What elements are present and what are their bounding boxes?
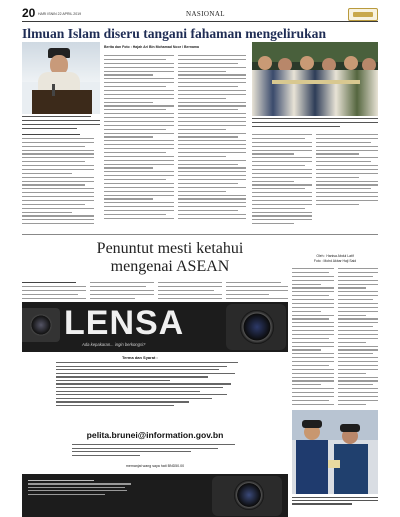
- header-rule: [22, 21, 378, 22]
- audience-photo: [252, 42, 378, 116]
- speaker-photo-caption: [22, 116, 100, 132]
- article2-body-col3: [158, 282, 222, 301]
- lensa-banner: [22, 302, 288, 352]
- section-divider: [22, 234, 378, 235]
- article2-body-col2: [90, 282, 154, 301]
- article2-body-col4: [226, 282, 288, 301]
- article1-headline: Ilmuan Islam diseru tangani fahaman mengelirukan: [22, 26, 327, 41]
- article1-body-col5: [316, 134, 378, 232]
- page-header: [0, 0, 400, 22]
- terms-list: [56, 362, 246, 409]
- article2-body-col5: [292, 268, 334, 408]
- students-photo-caption: [292, 497, 378, 507]
- article2-body-col1: [22, 282, 86, 301]
- camera-image-bottom: [212, 476, 282, 516]
- terms-list-2: [72, 444, 242, 458]
- section-title: NASIONAL: [186, 10, 225, 18]
- speaker-photo: [22, 42, 100, 114]
- article2-byline-2: Foto : Mohd Akbar Haji Said: [313, 259, 357, 263]
- lensa-title: LENSA: [64, 304, 185, 342]
- audience-photo-caption: [252, 118, 378, 130]
- terms-heading: Terma dan Syarat :: [122, 355, 158, 360]
- article1-body-col3: [178, 55, 246, 232]
- page-number: 20: [22, 6, 36, 20]
- lensa-advert: [22, 302, 288, 517]
- lensa-closing: memanjat wang saya hati BND50.00: [125, 464, 185, 468]
- lensa-subtitle: Ada kepakaran... ingin berkongsi?: [82, 342, 146, 347]
- submission-email[interactable]: pelita.brunei@information.gov.bn: [86, 430, 224, 440]
- article2-body-col6: [338, 268, 378, 408]
- article1-byline: Berita dan Foto : Hajah Ari Bin Mohamad Noor / Bernama: [104, 45, 199, 49]
- article2-byline-1: Oleh : Hanisa Abdul Latif: [316, 254, 354, 258]
- article2-headline-line2: mengenai ASEAN: [110, 258, 230, 275]
- article1-body-col2: [104, 55, 174, 232]
- lensa-footer: [22, 474, 288, 517]
- date-line: HARI ISNIN 22 APRIL 2019: [38, 12, 82, 16]
- footer-info: [28, 480, 138, 497]
- camera-image-right: [226, 304, 286, 350]
- masthead-logo: [348, 8, 378, 21]
- article1-body-col4: [252, 134, 312, 232]
- camera-image-left: [22, 308, 60, 342]
- article2-headline-line1: Penuntut mesti ketahui: [96, 240, 244, 257]
- article1-body-col1: [22, 134, 94, 232]
- students-photo: [292, 410, 378, 494]
